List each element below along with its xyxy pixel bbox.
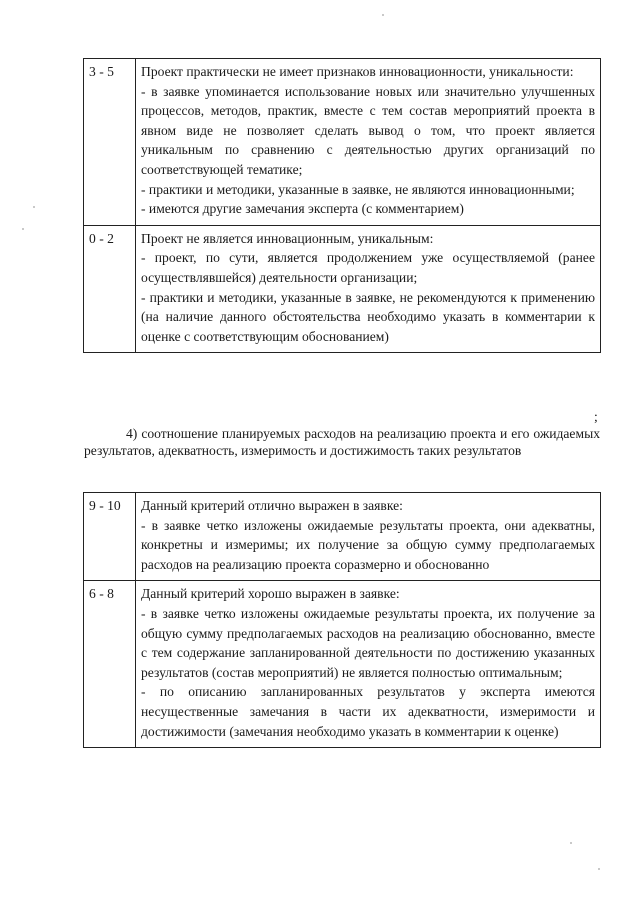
criterion-description (136, 59, 601, 226)
description-item: - практики и методики, указанные в заявке, не рекомендуются к применению (на наличие данного обстоятельства необходимо указать в комментарии к оценке с соответствующим обоснованием) (141, 289, 595, 344)
description-item: - в заявке четко изложены ожидаемые результаты проекта, они адекватны, конкретны и измеримы; их получение за общую сумму предполагаемых расходов на реализацию проекта соразмерно и обоснованно (141, 517, 595, 572)
table-row (84, 581, 601, 748)
table-row (84, 225, 601, 353)
score-range: 9 - 10 (84, 493, 136, 581)
criterion-description (136, 581, 601, 748)
scan-speck (598, 868, 600, 870)
description-heading: Данный критерий отлично выражен в заявке: (141, 498, 403, 513)
description-item: - имеются другие замечания эксперта (с комментарием) (141, 201, 464, 217)
scan-speck (382, 14, 384, 16)
criterion-description (136, 493, 601, 581)
scan-speck (570, 842, 572, 844)
score-range: 3 - 5 (84, 59, 136, 226)
scan-speck (22, 228, 24, 230)
table-row (84, 59, 601, 226)
score-range: 0 - 2 (84, 225, 136, 353)
description-item: - практики и методики, указанные в заявке, не являются инновационными; (141, 181, 575, 197)
stray-semicolon: ; (594, 409, 598, 424)
scan-speck (33, 206, 35, 208)
description-heading: Данный критерий хорошо выражен в заявке: (141, 586, 400, 602)
innovation-criteria-table (83, 58, 601, 353)
description-item: - проект, по сути, является продолжением уже осуществляемой (ранее осуществлявшейся) деятельности организации; (141, 250, 595, 285)
description-item: - в заявке упоминается использование новых или значительно улучшенных процессов, методов, практик, вместе с тем состав мероприятий проекта в явном виде не позволяет сделать вывод о том, что проект является уникальным по сравнению с деятельностью других организаций по соответствующей тематике; (141, 83, 595, 177)
criterion-description (136, 225, 601, 353)
description-heading: Проект не является инновационным, уникальным: (141, 230, 434, 246)
description-item: - по описанию запланированных результатов у эксперта имеются несущественные замечания в части их адекватности, измеримости и достижимости (замечания необходимо указать в комментарии к оценке) (141, 684, 595, 739)
description-heading: Проект практически не имеет признаков инновационности, уникальности: (141, 64, 574, 79)
cost-results-criteria-table (83, 492, 601, 748)
score-range: 6 - 8 (84, 581, 136, 748)
description-item: - в заявке четко изложены ожидаемые результаты проекта, их получение за общую сумму предполагаемых расходов на реализацию обоснованно, вместе с тем содержание запланированной деятельности по достижению указанных результатов (состав мероприятий) не является полностью оптимальным; (141, 605, 595, 680)
criterion-4-paragraph: 4) соотношение планируемых расходов на реализацию проекта и его ожидаемых результатов, адекватность, измеримость и достижимость таких результатов (84, 426, 600, 458)
table-row (84, 493, 601, 581)
